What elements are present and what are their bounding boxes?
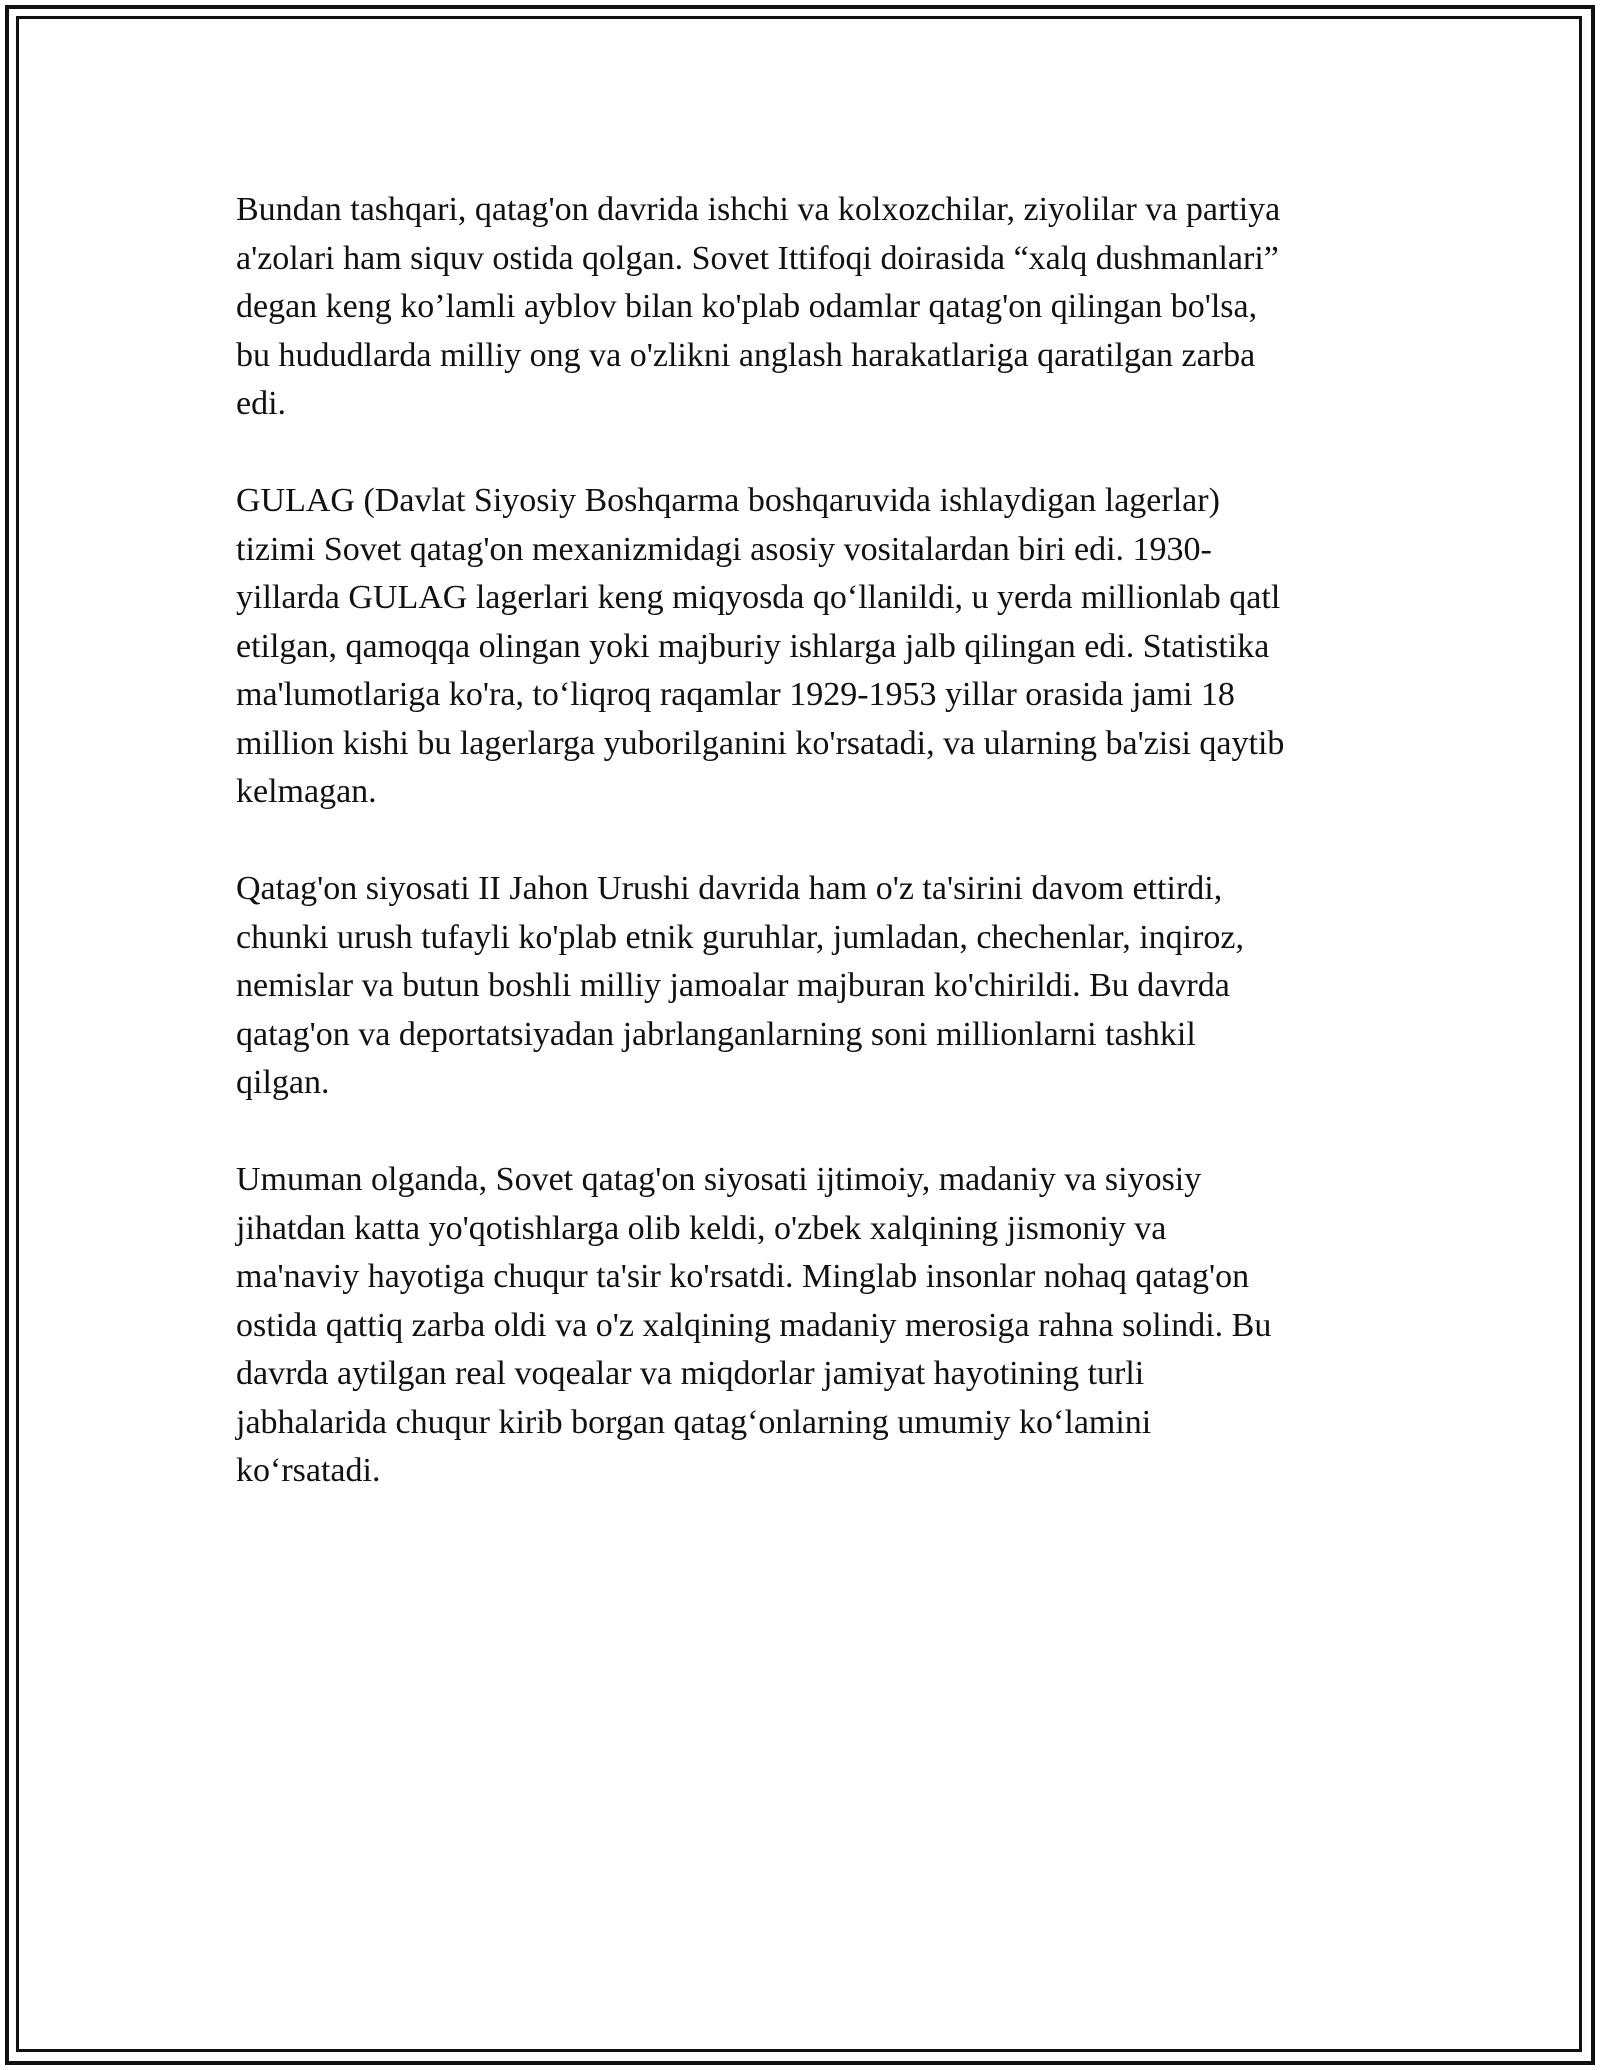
paragraph-2: GULAG (Davlat Siyosiy Boshqarma boshqaruvida ishlaydigan lagerlar) tizimi Sovet qatag'on mexanizmidagi asosiy vositalardan biri edi. 1930- yillarda GULAG lagerlari keng miqyosda qo‘llanildi, u yerda millionlab qatl etilgan, qamoqqa olingan yoki majburiy ishlarga jalb qilingan edi. Statistika ma'lumotlariga ko'ra, to‘liqroq raqamlar 1929-1953 yillar orasida jami 18 million kishi bu lagerlarga yuborilganini ko'rsatadi, va ularning ba'zisi qaytib kelmagan. (236, 482, 1285, 810)
document-body (236, 186, 1376, 1544)
paragraph-1: Bundan tashqari, qatag'on davrida ishchi va kolxozchilar, ziyolilar va partiya a'zolari ham siquv ostida qolgan. Sovet Ittifoqi doirasida “xalq dushmanlari” degan keng ko’lamli ayblov bilan ko'plab odamlar qatag'on qilingan bo'lsa, bu hududlarda milliy ong va o'zlikni anglash harakatlariga qaratilgan zarba edi. (236, 191, 1281, 422)
paragraph-3: Qatag'on siyosati II Jahon Urushi davrida ham o'z ta'sirini davom ettirdi, chunki urush tufayli ko'plab etnik guruhlar, jumladan, chechenlar, inqiroz, nemislar va butun boshli milliy jamoalar majburan ko'chirildi. Bu davrda qatag'on va deportatsiyadan jabrlanganlarning soni millionlarni tashkil qilgan. (236, 870, 1244, 1101)
paragraph-4: Umuman olganda, Sovet qatag'on siyosati ijtimoiy, madaniy va siyosiy jihatdan katta yo'qotishlarga olib keldi, o'zbek xalqining jismoniy va ma'naviy hayotiga chuqur ta'sir ko'rsatdi. Minglab insonlar nohaq qatag'on ostida qattiq zarba oldi va o'z xalqining madaniy merosiga rahna solindi. Bu davrda aytilgan real voqealar va miqdorlar jamiyat hayotining turli jabhalarida chuqur kirib borgan qatag‘onlarning umumiy ko‘lamini ko‘rsatadi. (236, 1161, 1272, 1489)
